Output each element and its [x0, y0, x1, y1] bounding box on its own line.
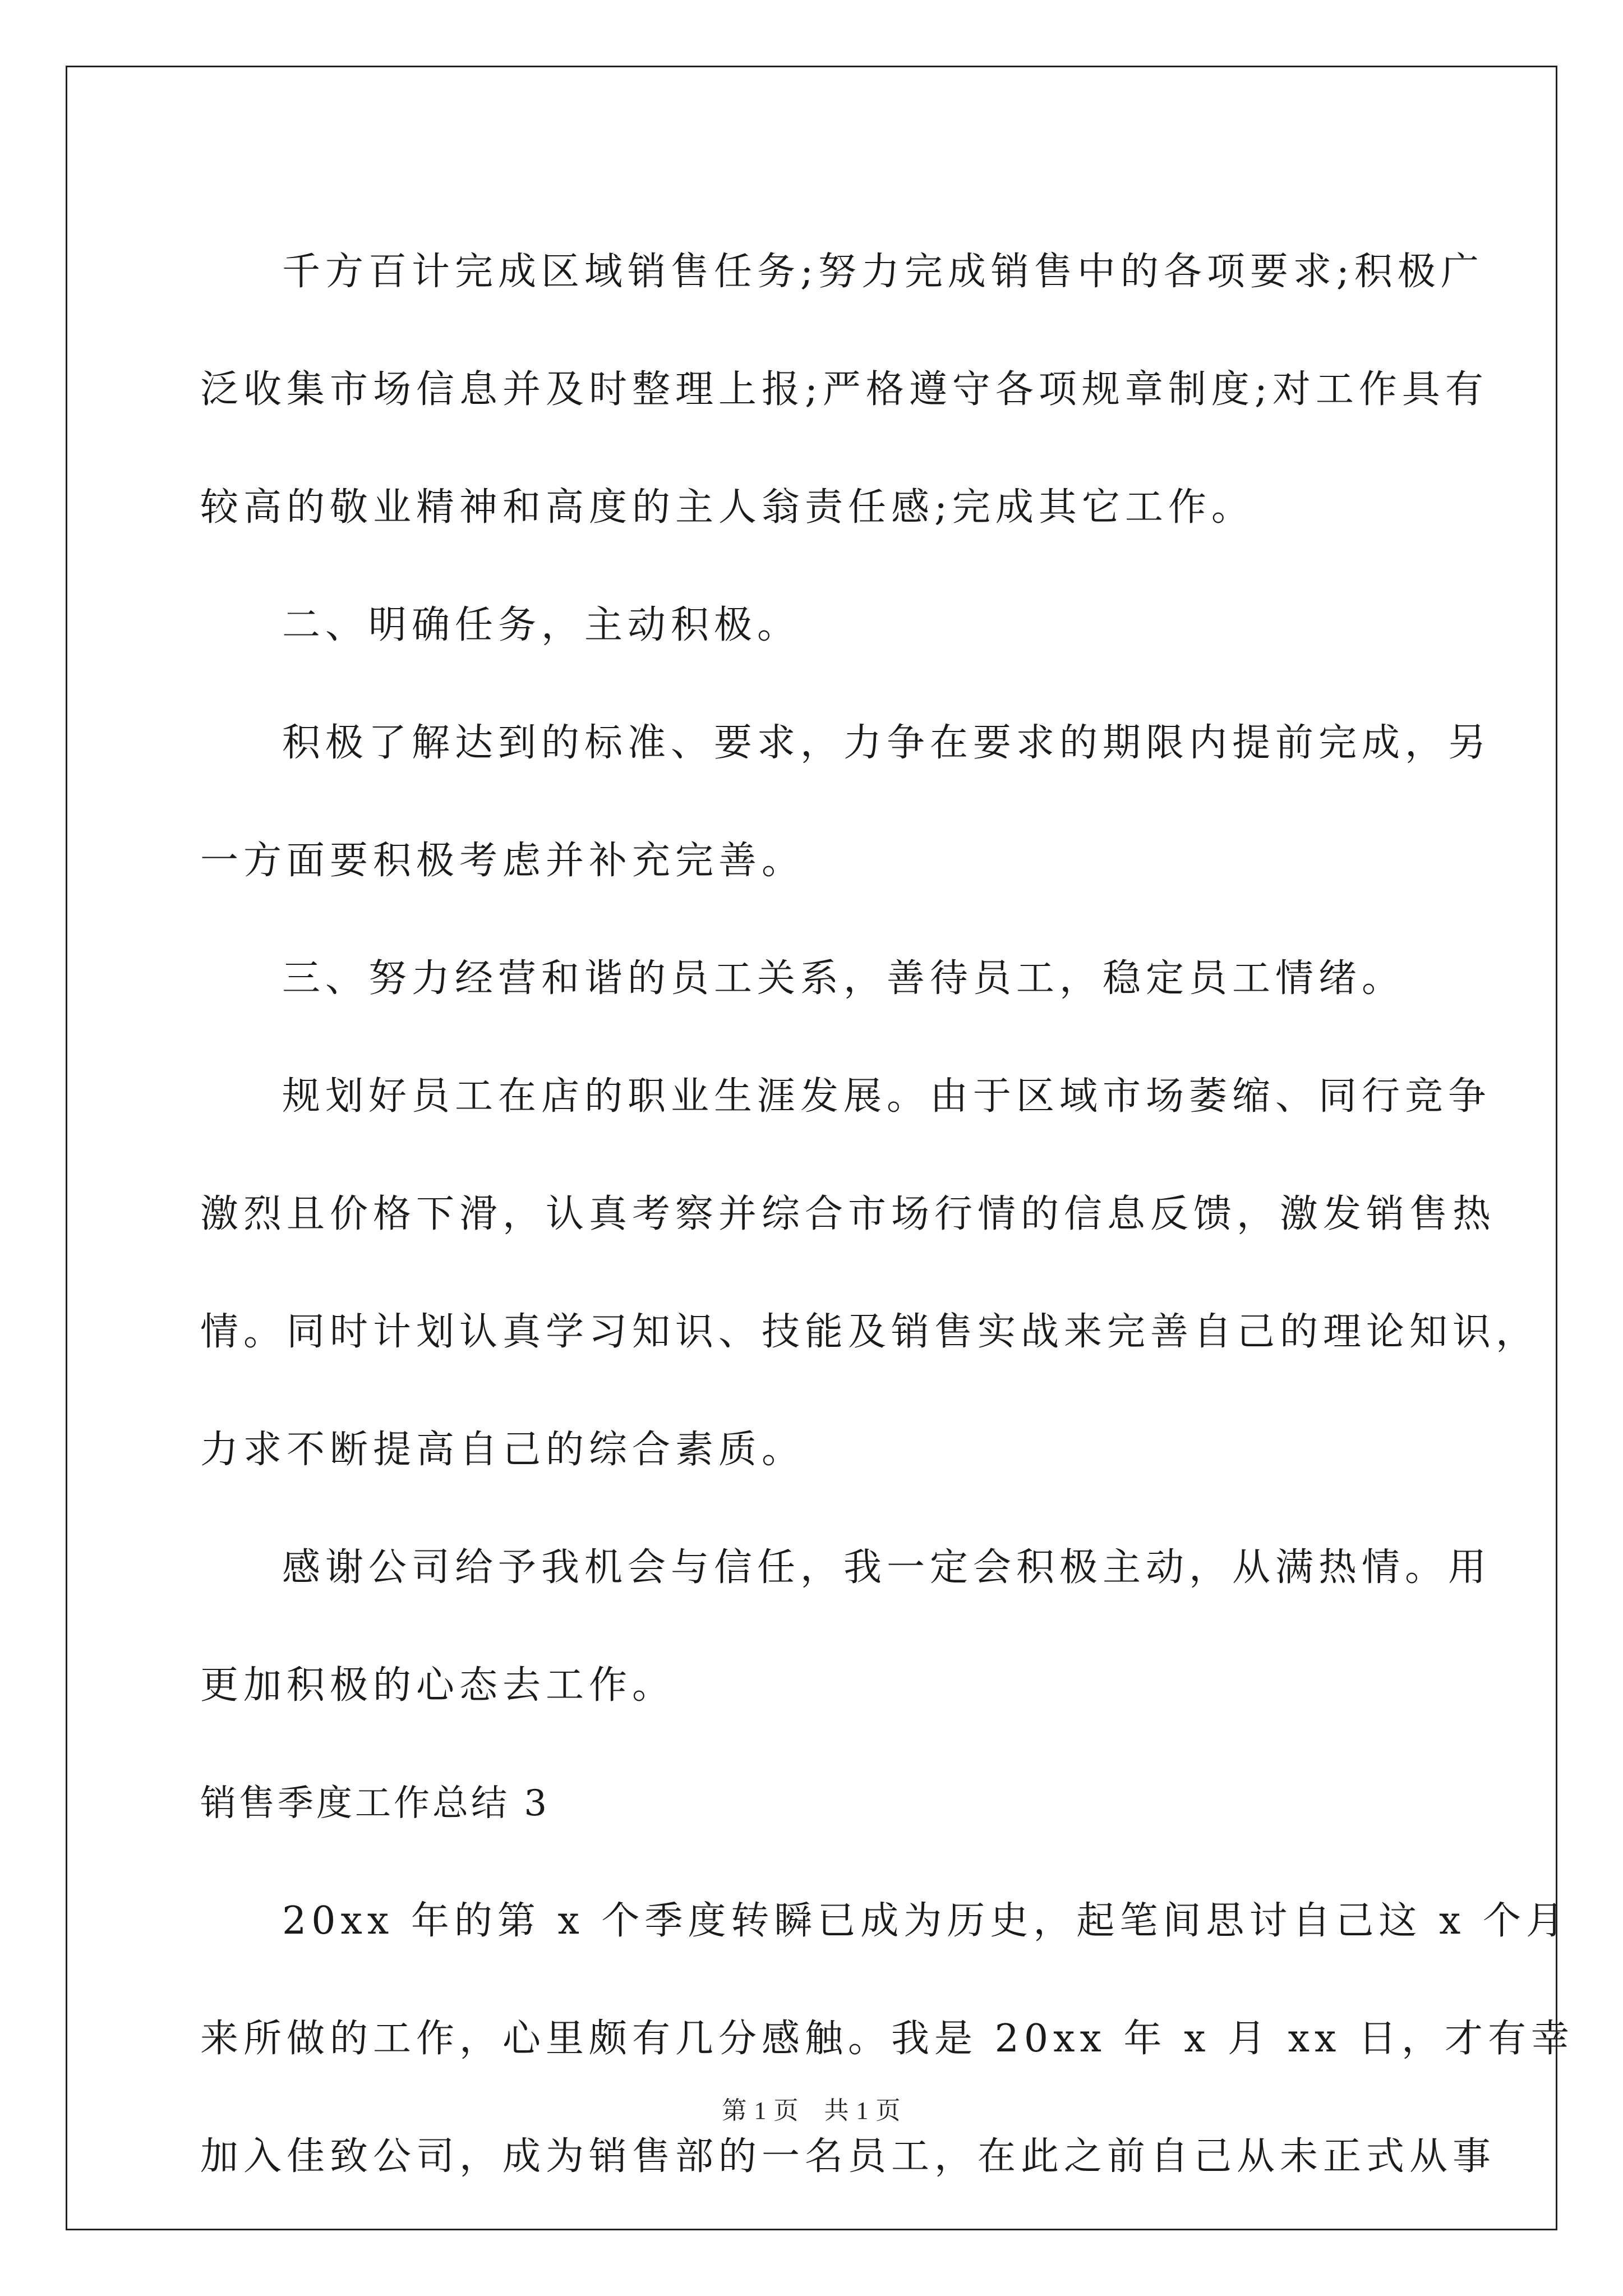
document-body: [200, 213, 1574, 2216]
text-line: 20xx 年的第 x 个季度转瞬已成为历史，起笔间思讨自己这 x 个月: [282, 1899, 1570, 1943]
paragraph-career-planning: [200, 1038, 1539, 1509]
paragraph-point-three: [200, 920, 1434, 1038]
page-number-footer: 第 1 页 共 1 页: [722, 2097, 901, 2124]
text-line: 感谢公司给予我机会与信任，我一定会积极主动，从满热情。用: [282, 1545, 1492, 1590]
text-line: 规划好员工在店的职业生涯发展。由于区域市场萎缩、同行竞争: [282, 1074, 1492, 1119]
paragraph-standards: [200, 684, 1492, 920]
text-line: 激烈且价格下滑，认真考察并综合市场行情的信息反馈，激发销售热: [200, 1192, 1496, 1236]
paragraph-thanks: [200, 1509, 1492, 1745]
text-line: 泛收集市场信息并及时整理上报;严格遵守各项规章制度;对工作具有: [200, 367, 1488, 412]
text-line: 千方百计完成区域销售任务;努力完成销售中的各项要求;积极广: [282, 250, 1484, 294]
text-line: 力求不断提高自己的综合素质。: [200, 1428, 805, 1472]
text-line: 情。同时计划认真学习知识、技能及销售实战来完善自己的理论知识，: [200, 1310, 1539, 1354]
text-line: 较高的敬业精神和高度的主人翁责任感;完成其它工作。: [200, 485, 1255, 530]
text-line: 加入佳致公司，成为销售部的一名员工，在此之前自己从未正式从事: [200, 2134, 1496, 2179]
list-heading-three: 三、努力经营和谐的员工关系，善待员工，稳定员工情绪。: [282, 956, 1405, 1001]
text-line: 一方面要积极考虑并补充完善。: [200, 839, 805, 883]
paragraph-duties: [200, 213, 1488, 567]
list-heading-two: 二、明确任务，主动积极。: [282, 603, 801, 647]
text-line: 来所做的工作，心里颇有几分感触。我是 20xx 年 x 月 xx 日，才有幸: [200, 2017, 1574, 2061]
paragraph-point-two: [200, 567, 1434, 684]
section-heading: 销售季度工作总结 3: [200, 1783, 550, 1824]
text-line: 更加积极的心态去工作。: [200, 1663, 676, 1708]
paragraph-quarter-review: [200, 1862, 1574, 2216]
text-line: 积极了解达到的标准、要求，力争在要求的期限内提前完成，另: [282, 721, 1492, 765]
